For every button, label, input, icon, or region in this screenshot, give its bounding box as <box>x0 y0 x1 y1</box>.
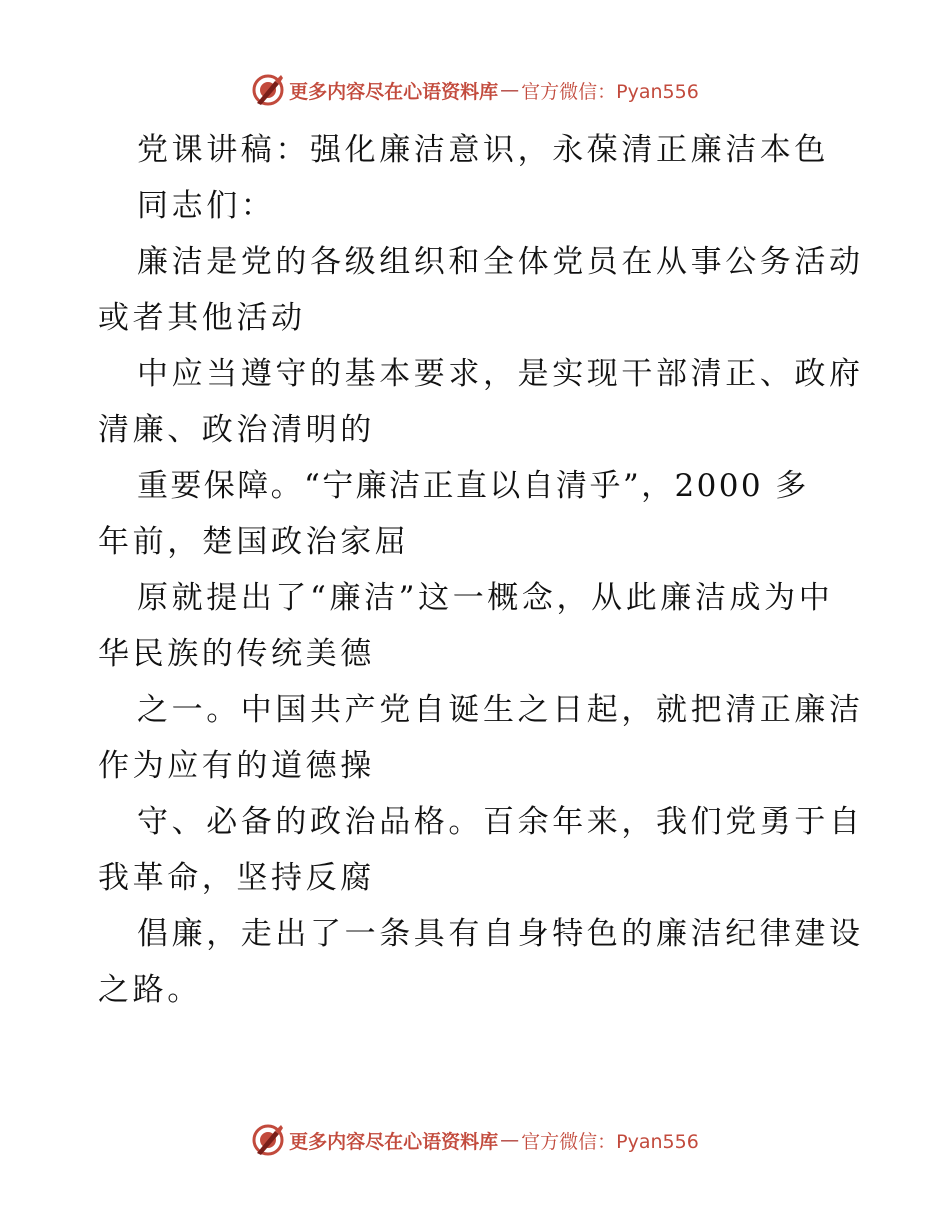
salutation: 同志们： <box>137 188 276 224</box>
paragraph-line: 倡廉，走出了一条具有自身特色的廉洁纪律建设 <box>137 916 864 952</box>
paragraph-line: 作为应有的道德操 <box>98 748 375 784</box>
footer-contact-text: 官方微信：Pyan556 <box>521 1130 699 1153</box>
paragraph-line: 或者其他活动 <box>98 300 306 336</box>
header-separator: — <box>500 79 520 101</box>
paragraph-line: 廉洁是党的各级组织和全体党员在从事公务活动 <box>137 244 864 280</box>
paragraph-line: 华民族的传统美德 <box>98 636 375 672</box>
paragraph-line: 中应当遵守的基本要求，是实现干部清正、政府 <box>137 356 864 392</box>
paragraph-line: 守、必备的政治品格。百余年来，我们党勇于自 <box>137 804 864 840</box>
pen-logo-icon <box>251 1123 285 1157</box>
paragraph-line: 我革命，坚持反腐 <box>98 860 375 896</box>
footer-brand-text: 更多内容尽在心语资料库 <box>289 1130 499 1153</box>
paragraph-line: 原就提出了“廉洁”这一概念，从此廉洁成为中 <box>137 580 834 616</box>
paragraph-line: 重要保障。“宁廉洁正直以自清乎”，2000 多 <box>137 468 809 504</box>
header-contact-text: 官方微信：Pyan556 <box>521 80 699 103</box>
paragraph-line: 年前，楚国政治家屈 <box>98 524 410 560</box>
pen-logo-icon <box>251 73 285 107</box>
paragraph-line: 之一。中国共产党自诞生之日起，就把清正廉洁 <box>137 692 864 728</box>
document-body <box>98 122 864 1018</box>
document-title: 党课讲稿：强化廉洁意识，永葆清正廉洁本色 <box>137 132 829 168</box>
paragraph-line: 之路。 <box>98 972 202 1008</box>
header-brand-text: 更多内容尽在心语资料库 <box>289 80 499 103</box>
header-banner <box>0 70 950 110</box>
paragraph-line: 清廉、政治清明的 <box>98 412 375 448</box>
footer-banner <box>0 1120 950 1160</box>
footer-separator: — <box>500 1129 520 1151</box>
